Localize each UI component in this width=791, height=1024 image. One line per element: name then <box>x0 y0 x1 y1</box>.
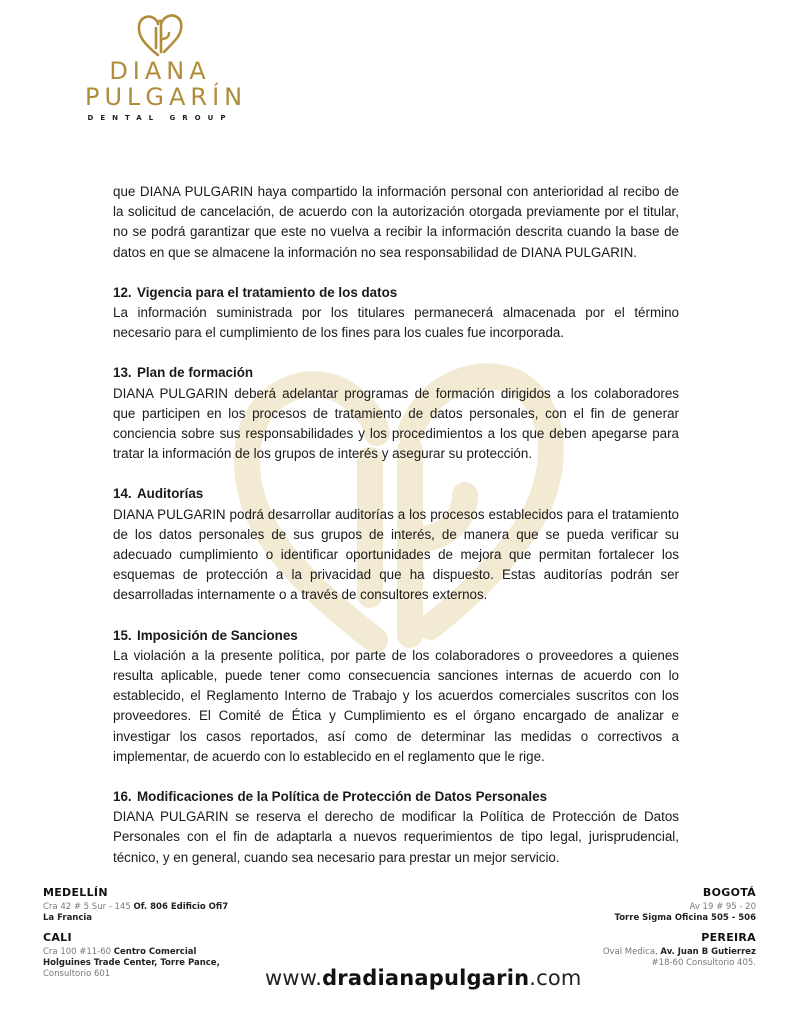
section-title: Modificaciones de la Política de Protección de Datos Personales <box>137 789 548 805</box>
footer-offices-right <box>603 887 756 977</box>
office-address-light: Av 19 # 95 - 20 <box>689 902 756 912</box>
section-heading <box>113 363 679 383</box>
footer-offices-left <box>43 887 228 988</box>
section-body: DIANA PULGARIN podrá desarrollar auditorías a los procesos establecidos para el tratamiento de los datos personales de sus grupos de interés, de manera que se pueda verificar su adecuado cumplimiento o identificar oportunidades de mejora que permitan fortalecer los esquemas de protección a la privacidad que ha dispuesto. Estas auditorías podrán ser desarrolladas internamente o a través de consultores externos. <box>113 506 679 603</box>
section-vigencia <box>113 283 679 344</box>
section-body: La violación a la presente política, por parte de los colaboradores o proveedores a quienes resulta aplicable, puede tener como consecuencia sanciones internas de acuerdo con lo establecido, el Reglamento Interno de Trabajo y los acuerdos comerciales suscritos con los proveedores. El Comité de Ética y Cumplimiento es el órgano encargado de analizar e investigar los casos reportados, así como de determinar las medidas o correctivos a implementar, de acuerdo con lo establecido en el reglamento que le rige. <box>113 647 679 764</box>
office-bogota <box>603 887 756 924</box>
section-number: 16. <box>113 789 132 805</box>
office-city: CALI <box>43 931 72 944</box>
office-address-light: Consultorio 601 <box>43 969 111 979</box>
office-address-light: Cra 100 #11-60 <box>43 947 114 957</box>
website-suffix: .com <box>529 966 582 990</box>
office-city: MEDELLÍN <box>43 886 108 899</box>
office-city: PEREIRA <box>701 931 756 944</box>
section-sanciones <box>113 626 679 767</box>
brand-name-line1: DIANA <box>109 57 211 85</box>
section-auditorias <box>113 484 679 605</box>
section-body: La información suministrada por los titulares permanecerá almacenada por el término necesario para el cumplimiento de los fines para los cuales fue incorporada. <box>113 305 679 341</box>
intro-paragraph: que DIANA PULGARIN haya compartido la información personal con anterioridad al recibo de la solicitud de cancelación, de acuerdo con la autorización otorgada previamente por el titular, no se podrá garantizar que este no vuelva a recibir la información descrita cuando la base de datos en que se almacene la información no sea responsabilidad de DIANA PULGARIN. <box>113 184 679 260</box>
office-address-light: Cra 42 # 5 Sur - 145 <box>43 902 134 912</box>
website-prefix: www. <box>265 966 323 990</box>
office-address-bold: Of. 806 Edificio Ofi7 <box>133 902 229 912</box>
website-domain: dradianapulgarin <box>322 966 530 990</box>
office-medellin <box>43 887 228 924</box>
brand-name-line2: PULGARÍN <box>85 83 248 111</box>
section-heading <box>113 484 679 504</box>
section-heading <box>113 283 679 303</box>
section-body: DIANA PULGARIN se reserva el derecho de modificar la Política de Protección de Datos Personales con el fin de adaptarla a nuevos requerimientos de tipo legal, jurisprudencial, técnico, y en general, cuando sea necesario para prestar un mejor servicio. <box>113 809 679 865</box>
office-city: BOGOTÁ <box>702 886 756 899</box>
section-number: 15. <box>113 627 132 643</box>
section-heading <box>113 626 679 646</box>
section-number: 14. <box>113 486 132 502</box>
section-number: 13. <box>113 365 132 381</box>
office-address-light: #18-60 Consultorio 405. <box>651 958 756 968</box>
section-title: Auditorías <box>137 486 204 502</box>
section-plan-formacion <box>113 363 679 464</box>
document-body <box>113 182 679 868</box>
office-address-bold: Av. Juan B Gutierrez <box>660 947 756 957</box>
brand-tagline: DENTAL GROUP <box>87 114 233 122</box>
office-address-bold: Centro Comercial <box>113 947 197 957</box>
section-number: 12. <box>113 284 132 300</box>
section-modificaciones <box>113 787 679 868</box>
office-address-bold: La Francia <box>43 913 93 923</box>
section-title: Vigencia para el tratamiento de los datos <box>137 284 398 300</box>
brand-logo <box>85 12 248 122</box>
office-pereira <box>603 932 756 969</box>
section-body: DIANA PULGARIN deberá adelantar programas de formación dirigidos a los colaboradores que participen en los procesos de tratamiento de datos personales, con el fin de generar conciencia sobre sus responsabilidades y los procedimientos a los que deben apegarse para tratar la información de los grupos de interés y asegurar su protección. <box>113 385 679 462</box>
section-heading <box>113 787 679 807</box>
heart-monogram-icon <box>136 12 184 58</box>
office-cali <box>43 932 228 980</box>
office-address-light: Oval Medica, <box>602 947 661 957</box>
office-address-bold: Torre Sigma Oficina 505 - 506 <box>614 913 756 923</box>
section-title: Plan de formación <box>137 365 254 381</box>
section-title: Imposición de Sanciones <box>137 627 298 643</box>
office-address-bold: Holguines Trade Center, Torre Pance, <box>43 958 220 968</box>
website-link[interactable] <box>265 966 582 990</box>
